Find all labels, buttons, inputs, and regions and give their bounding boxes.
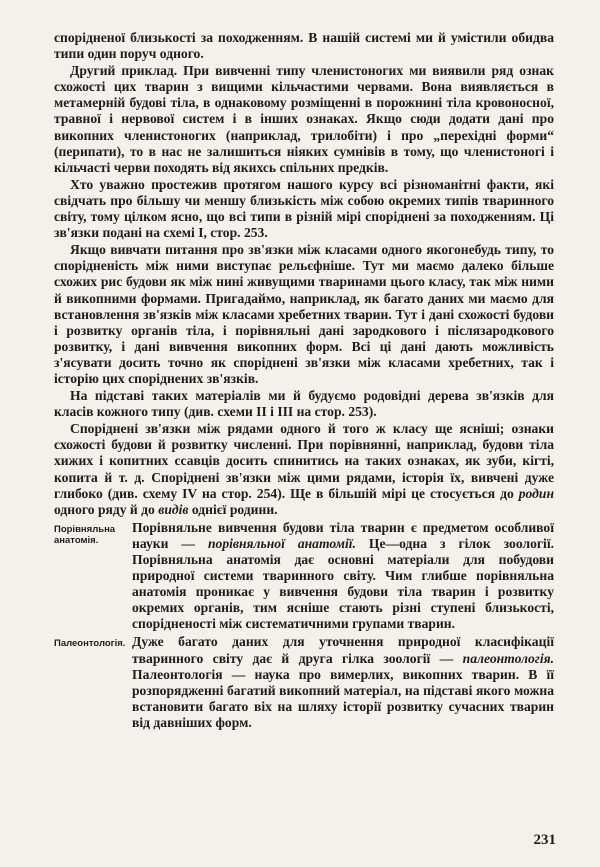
side-heading-anatomy: Порівняльна анатомія. (54, 523, 116, 546)
anatomy-text-before: Порівняльне вивчення будови тіла тварин є предметом особливої науки — (132, 519, 554, 551)
term-species: видів (158, 501, 189, 517)
page-number: 231 (533, 832, 556, 848)
anatomy-text-after: Це—одна з гілок зоології. Порівняльна анатомія дає основні матеріали для побудови природної системи тваринного світу. Чим глибше порівняльна анатомія проникає у вивчення будови тіла тварин і розвитку окремих органів, тим ясніше стають різні ступені близькості, спорідненості між систематичними групами тварин. (132, 535, 555, 632)
paleontology-text-after: Палеонтологія — наука про вимерлих, викопних тварин. В її розпорядженні багатий викопний матеріал, на підставі якого можна встановити багато віх на шляху історії розвитку сучасних тварин від давніших форм. (132, 666, 554, 730)
paragraph-6-text: Споріднені зв'язки між рядами одного й того ж класу ще ясніші; ознаки схожості будови й розвитку численні. При порівнянні, наприклад, будови тіла хижих і копитних ссавців досить спинитись на таких ознаках, як зуби, кігті, копита й т. д. Споріднені зв'язки між цими рядами, історія їх, вивчені дуже глибоко (див. схему IV на стор. 254). Ще в більшій мірі це стосується до (54, 421, 554, 501)
paragraph-2: Другий приклад. При вивченні типу членистоногих ми виявили ряд ознак схожості цих тварин з вищими кільчастими червами. Вона виявляється в метамерній будові тіла, в однаковому розміщенні в порожнині тіла кровоносної, травної і нервової систем і в інших ознаках. Якщо сюди додати дані про викопних членистоногих (наприклад, трилобіти) і про „перехідні форми“ (перипати), то в нас не залишиться ніяких сумнівів в тому, що членистоногі і кільчасті черви походять від якихсь спільних предків. (54, 63, 554, 175)
paleontology-text-before: Дуже багато даних для уточнення природної класифікації тваринного світу дає й друга гілка зоології — (132, 634, 554, 666)
side-heading-paleontology: Палеонтологія. (54, 638, 126, 650)
paragraph-1: спорідненої близькості за походженням. В нашій системі ми й умістили обидва типи один поруч одного. (54, 30, 554, 62)
section-comparative-anatomy (54, 520, 554, 633)
paragraph-4: Якщо вивчати питання про зв'язки між класами одного якогонебудь типу, то спорідненість між ними виступає рельєфніше. Тут ми маємо далеко більше схожих рис будови як між нині живущими тваринами цього класу, так між ними й викопними формами. Пригадаймо, наприклад, як багато даних ми маємо для встановлення зв'язків між класами хребетних тварин. Тут і дані схожості будови і розвитку органів тіла, і порівняльні дані зародкового і післязародкового розвитку, і дані вивчення викопних форм. Всі ці дані дають можливість з'ясувати досить точно як споріднені зв'язки між класами хребетних, так і історію цих споріднених зв'язків. (54, 242, 554, 386)
paragraph-6-mid: одного ряду й до (54, 501, 155, 517)
section-paleontology (54, 634, 554, 731)
term-comparative-anatomy: порівняльної анатомії. (207, 535, 356, 551)
paragraph-3: Хто уважно простежив протягом нашого курсу всі різноманітні факти, які свідчать про більшу чи меншу близькість між собою окремих типів тваринного світу, тому цілком ясно, що всі типи в різній мірі споріднені за походженням. Ці зв'язки подані на схемі I, стор. 253. (54, 176, 554, 241)
paragraph-5: На підставі таких матеріалів ми й будуємо родовідні дерева зв'язків для класів кожного типу (див. схеми II і III на стор. 253). (54, 388, 554, 420)
term-families: родин (518, 485, 554, 501)
page-body (54, 30, 554, 732)
paragraph-6-end: однієї родини. (191, 501, 278, 517)
paragraph-6 (54, 421, 554, 518)
term-paleontology: палеонтологія. (462, 650, 554, 666)
anatomy-paragraph (132, 520, 554, 633)
paleontology-paragraph (132, 634, 554, 731)
